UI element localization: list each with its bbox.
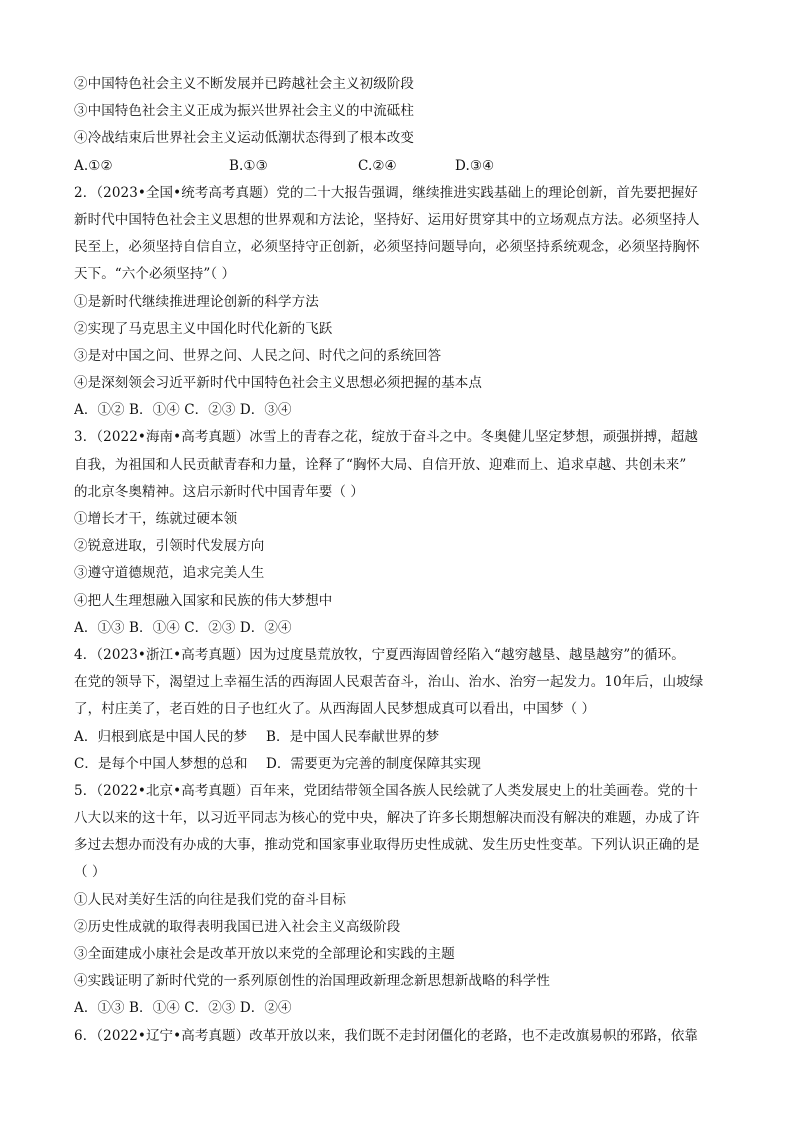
choice-item: ②历史性成就的取得表明我国已进入社会主义高级阶段 xyxy=(74,918,401,935)
choice-item: ③中国特色社会主义正成为振兴世界社会主义的中流砥柱 xyxy=(74,103,414,120)
question-4 xyxy=(74,642,746,778)
choice-item: ②锐意进取，引领时代发展方向 xyxy=(74,538,265,555)
choice-item: ③遵守道德规范，追求完美人生 xyxy=(74,565,265,582)
option-c: C．是每个中国人梦想的总和 xyxy=(74,755,248,772)
option-b: B.①③ xyxy=(229,157,268,174)
option-b: B．是中国人民奉献世界的梦 xyxy=(266,728,440,745)
question-stem: 在党的领导下，渴望过上幸福生活的西海固人民艰苦奋斗，治山、治水、治穷一起发力。10年后，山坡绿 xyxy=(74,674,704,691)
option-d: D．需要更为完善的制度保障其实现 xyxy=(266,755,481,772)
question-stem: 新时代中国特色社会主义思想的世界观和方法论，坚持好、运用好贯穿其中的立场观点方法。必须坚持人 xyxy=(74,211,700,228)
question-5 xyxy=(74,778,746,1023)
choice-item: ②实现了马克思主义中国化时代化新的飞跃 xyxy=(74,320,333,337)
answer-options xyxy=(74,153,746,180)
question-stem: 八大以来的这十年，以习近平同志为核心的党中央，解决了许多长期想解决而没有解决的难题，办成了许 xyxy=(74,810,700,827)
choice-item: ③全面建成小康社会是改革开放以来党的全部理论和实践的主题 xyxy=(74,946,455,962)
question-stem: 4．（2023•浙江•高考真题）因为过度垦荒放牧，宁夏西海固曾经陷入“越穷越垦、越垦越穷”的循环。 xyxy=(74,646,685,663)
answer-options xyxy=(74,751,746,778)
answer-options: A．①③ B．①④ C．②③ D．②④ xyxy=(74,619,292,636)
option-a: A．归根到底是中国人民的梦 xyxy=(74,728,248,745)
choice-item: ④冷战结束后世界社会主义运动低潮状态得到了根本改变 xyxy=(74,130,414,147)
option-c: C.②④ xyxy=(358,157,397,174)
answer-options: A．①③ B．①④ C．②③ D．②④ xyxy=(74,1000,292,1017)
question-stem: 的北京冬奥精神。这启示新时代中国青年要（ ） xyxy=(74,483,364,500)
question-3 xyxy=(74,424,746,642)
answer-options xyxy=(74,724,746,751)
question-stem: 了，村庄美了，老百姓的日子也红火了。从西海固人民梦想成真可以看出，中国梦（ ） xyxy=(74,701,596,718)
choice-item: ④把人生理想融入国家和民族的伟大梦想中 xyxy=(74,592,333,609)
question-stem: 多过去想办而没有办成的大事，推动党和国家事业取得历史性成就、发生历史性变革。下列认识正确的是 xyxy=(74,837,700,854)
exam-page xyxy=(74,71,746,1050)
choice-item: ③是对中国之问、世界之问、人民之问、时代之问的系统回答 xyxy=(74,347,442,364)
question-1 xyxy=(74,71,746,180)
choice-item: ④实践证明了新时代党的一系列原创性的治国理政新理念新思想新战略的科学性 xyxy=(74,973,550,990)
question-stem: 5．（2022•北京•高考真题）百年来，党团结带领全国各族人民绘就了人类发展史上的壮美画卷。党的十 xyxy=(74,782,699,799)
question-2 xyxy=(74,180,746,425)
question-stem: （ ） xyxy=(74,864,106,881)
question-stem: 2．（2023•全国•统考高考真题）党的二十大报告强调，继续推进实践基础上的理论创新，首先要把握好 xyxy=(74,184,699,201)
question-stem: 民至上，必须坚持自信自立，必须坚持守正创新，必须坚持问题导向，必须坚持系统观念，必须坚持胸怀 xyxy=(74,239,700,256)
option-a: A.①② xyxy=(74,157,113,174)
question-stem: 自我，为祖国和人民贡献青春和力量，诠释了“胸怀大局、自信开放、迎难而上、追求卓越、共创未来” xyxy=(74,456,687,473)
question-stem: 6．（2022•辽宁•高考真题）改革开放以来，我们既不走封闭僵化的老路，也不走改旗易帜的邪路，依靠 xyxy=(74,1027,699,1044)
answer-options: A．①② B．①④ C．②③ D．③④ xyxy=(74,402,292,419)
option-d: D.③④ xyxy=(455,157,495,174)
choice-item: ④是深刻领会习近平新时代中国特色社会主义思想必须把握的基本点 xyxy=(74,375,482,392)
question-stem: 3．（2022•海南•高考真题）冰雪上的青春之花，绽放于奋斗之中。冬奥健儿坚定梦想，顽强拼搏，超越 xyxy=(74,429,699,446)
question-stem: 天下。“六个必须坚持”（ ） xyxy=(74,266,236,283)
question-6 xyxy=(74,1023,746,1050)
choice-item: ①增长才干，练就过硬本领 xyxy=(74,511,238,527)
choice-item: ①人民对美好生活的向往是我们党的奋斗目标 xyxy=(74,891,346,908)
choice-item: ②中国特色社会主义不断发展并已跨越社会主义初级阶段 xyxy=(74,76,414,92)
choice-item: ①是新时代继续推进理论创新的科学方法 xyxy=(74,293,319,310)
